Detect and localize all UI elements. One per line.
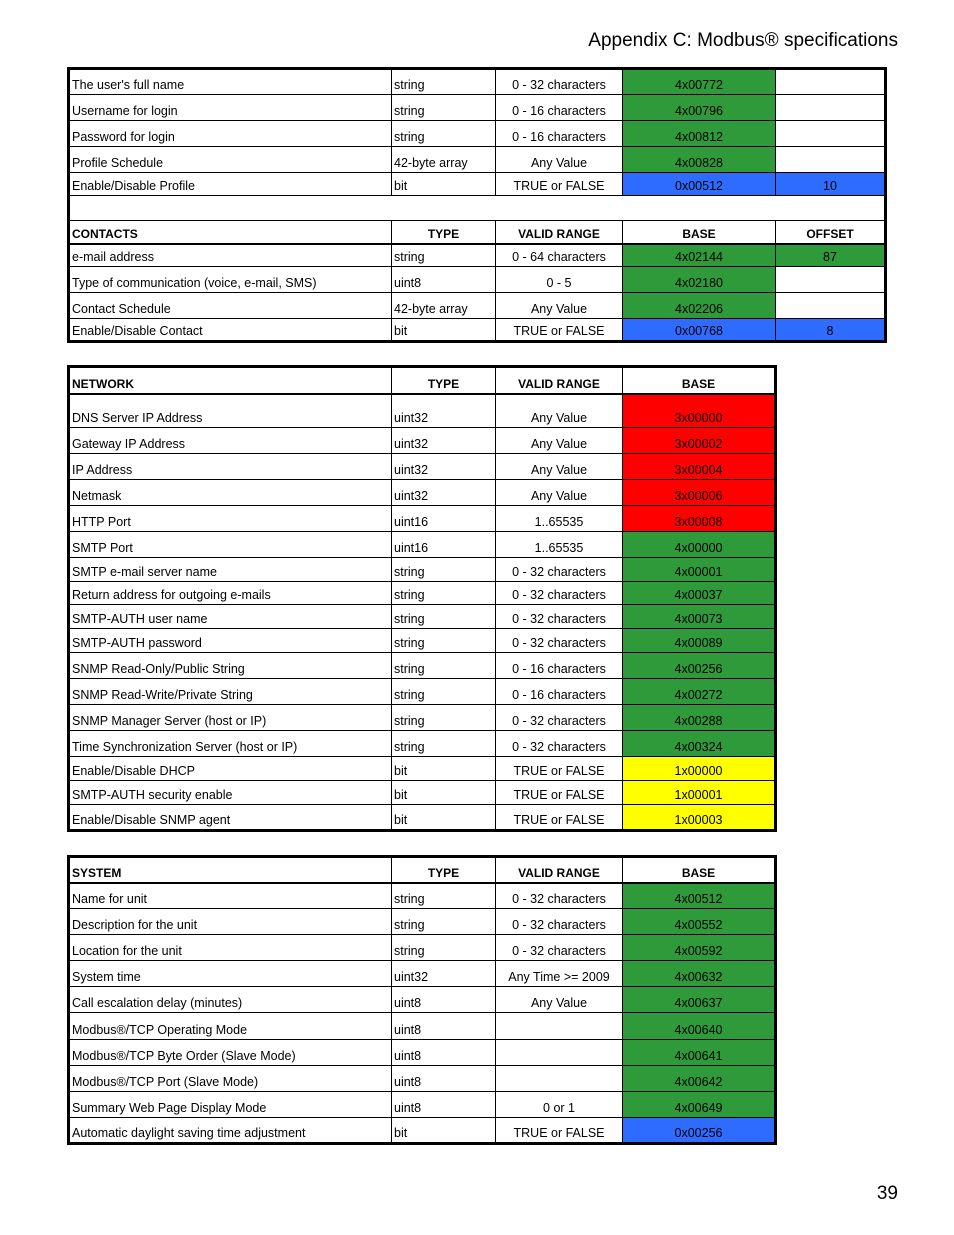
cell-name: SMTP e-mail server name [69, 558, 392, 582]
cell-type: string [392, 935, 496, 961]
cell-type: uint16 [392, 532, 496, 558]
cell-range: 0 - 16 characters [496, 95, 623, 121]
table-row [69, 961, 776, 987]
cell-name: DNS Server IP Address [69, 394, 392, 428]
cell-name: Contact Schedule [69, 293, 392, 319]
table-row [69, 1118, 776, 1144]
cell-type: uint32 [392, 394, 496, 428]
cell-type: uint32 [392, 961, 496, 987]
cell-range: TRUE or FALSE [496, 319, 623, 342]
table-row [69, 244, 886, 267]
table-row [69, 883, 776, 909]
cell-type: bit [392, 781, 496, 805]
cell-name: Description for the unit [69, 909, 392, 935]
table-row [69, 705, 776, 731]
cell-range: 0 - 64 characters [496, 244, 623, 267]
cell-type: uint32 [392, 454, 496, 480]
table-row [69, 293, 886, 319]
network-header-type: TYPE [392, 367, 496, 394]
table-row [69, 781, 776, 805]
contacts-header-name: CONTACTS [69, 221, 392, 244]
table-row [69, 506, 776, 532]
cell-base: 1x00003 [623, 805, 776, 831]
table-row [69, 173, 886, 196]
table-row [69, 394, 776, 428]
cell-range: TRUE or FALSE [496, 757, 623, 781]
system-header-row [69, 857, 776, 883]
table-row [69, 731, 776, 757]
contacts-header-type: TYPE [392, 221, 496, 244]
cell-base: 4x00089 [623, 629, 776, 653]
table-row [69, 319, 886, 342]
cell-base: 4x02144 [623, 244, 776, 267]
cell-name: Netmask [69, 480, 392, 506]
cell-range: Any Value [496, 428, 623, 454]
cell-base: 4x00272 [623, 679, 776, 705]
cell-type: string [392, 244, 496, 267]
cell-name: Password for login [69, 121, 392, 147]
cell-name: Type of communication (voice, e-mail, SMS) [69, 267, 392, 293]
table-row [69, 95, 886, 121]
cell-base: 4x00000 [623, 532, 776, 558]
table-row [69, 1013, 776, 1040]
table-row [69, 987, 776, 1013]
cell-type: uint8 [392, 1013, 496, 1040]
cell-name: SNMP Manager Server (host or IP) [69, 705, 392, 731]
cell-base: 4x00552 [623, 909, 776, 935]
cell-name: Summary Web Page Display Mode [69, 1092, 392, 1118]
cell-name: Automatic daylight saving time adjustment [69, 1118, 392, 1144]
cell-range: 0 - 16 characters [496, 653, 623, 679]
cell-offset [776, 293, 886, 319]
cell-base: 1x00000 [623, 757, 776, 781]
table-row [69, 805, 776, 831]
cell-range: 1..65535 [496, 532, 623, 558]
cell-type: string [392, 731, 496, 757]
cell-type: bit [392, 173, 496, 196]
cell-range: 0 or 1 [496, 1092, 623, 1118]
cell-range: Any Time >= 2009 [496, 961, 623, 987]
cell-name: SMTP-AUTH password [69, 629, 392, 653]
cell-range: TRUE or FALSE [496, 173, 623, 196]
cell-offset [776, 121, 886, 147]
table-row [69, 582, 776, 605]
cell-base: 3x00006 [623, 480, 776, 506]
system-header-base: BASE [623, 857, 776, 883]
cell-name: Username for login [69, 95, 392, 121]
cell-offset [776, 95, 886, 121]
cell-base: 4x00640 [623, 1013, 776, 1040]
cell-type: string [392, 883, 496, 909]
cell-range: 0 - 32 characters [496, 629, 623, 653]
cell-name: Modbus®/TCP Byte Order (Slave Mode) [69, 1040, 392, 1066]
spacer-row [69, 196, 886, 221]
cell-base: 1x00001 [623, 781, 776, 805]
cell-base: 3x00002 [623, 428, 776, 454]
cell-type: 42-byte array [392, 147, 496, 173]
cell-name: Call escalation delay (minutes) [69, 987, 392, 1013]
cell-range: 0 - 32 characters [496, 605, 623, 629]
contacts-header-row [69, 221, 886, 244]
cell-type: uint8 [392, 1092, 496, 1118]
cell-base: 4x00642 [623, 1066, 776, 1092]
table-row [69, 605, 776, 629]
cell-base: 4x00324 [623, 731, 776, 757]
cell-name: SMTP-AUTH user name [69, 605, 392, 629]
network-header-row [69, 367, 776, 394]
network-header-base: BASE [623, 367, 776, 394]
cell-range: Any Value [496, 454, 623, 480]
cell-base: 4x00828 [623, 147, 776, 173]
cell-type: string [392, 629, 496, 653]
cell-range: Any Value [496, 293, 623, 319]
table-row [69, 653, 776, 679]
cell-base: 4x00073 [623, 605, 776, 629]
cell-base: 4x00772 [623, 69, 776, 95]
system-header-name: SYSTEM [69, 857, 392, 883]
cell-type: 42-byte array [392, 293, 496, 319]
network-header-name: NETWORK [69, 367, 392, 394]
cell-offset: 8 [776, 319, 886, 342]
system-header-type: TYPE [392, 857, 496, 883]
cell-name: Modbus®/TCP Operating Mode [69, 1013, 392, 1040]
cell-type: uint8 [392, 1040, 496, 1066]
cell-type: string [392, 909, 496, 935]
cell-name: Gateway IP Address [69, 428, 392, 454]
cell-range: 0 - 32 characters [496, 731, 623, 757]
cell-name: e-mail address [69, 244, 392, 267]
cell-type: uint8 [392, 1066, 496, 1092]
cell-base: 0x00256 [623, 1118, 776, 1144]
cell-name: Time Synchronization Server (host or IP) [69, 731, 392, 757]
cell-range: 0 - 32 characters [496, 935, 623, 961]
table-row [69, 121, 886, 147]
table-row [69, 935, 776, 961]
cell-base: 3x00004 [623, 454, 776, 480]
contacts-header-offset: OFFSET [776, 221, 886, 244]
cell-name: System time [69, 961, 392, 987]
cell-type: bit [392, 1118, 496, 1144]
cell-range: 0 - 32 characters [496, 69, 623, 95]
table-row [69, 1040, 776, 1066]
cell-base: 0x00768 [623, 319, 776, 342]
cell-base: 4x00592 [623, 935, 776, 961]
table-row [69, 147, 886, 173]
cell-range: Any Value [496, 147, 623, 173]
cell-range [496, 1066, 623, 1092]
cell-name: SNMP Read-Only/Public String [69, 653, 392, 679]
network-table [67, 365, 777, 832]
cell-type: uint32 [392, 428, 496, 454]
cell-type: string [392, 653, 496, 679]
table-row [69, 428, 776, 454]
cell-name: Name for unit [69, 883, 392, 909]
cell-base: 4x00649 [623, 1092, 776, 1118]
cell-offset [776, 267, 886, 293]
cell-type: uint32 [392, 480, 496, 506]
cell-base: 4x00796 [623, 95, 776, 121]
page-number: 39 [876, 1183, 898, 1204]
cell-range: Any Value [496, 987, 623, 1013]
cell-name: Enable/Disable SNMP agent [69, 805, 392, 831]
cell-base: 4x00641 [623, 1040, 776, 1066]
cell-range: TRUE or FALSE [496, 1118, 623, 1144]
page-header-title: Appendix C: Modbus® specifications [588, 30, 898, 51]
cell-base: 4x00288 [623, 705, 776, 731]
cell-name: SNMP Read-Write/Private String [69, 679, 392, 705]
cell-type: bit [392, 757, 496, 781]
cell-name: SMTP-AUTH security enable [69, 781, 392, 805]
cell-range: 0 - 32 characters [496, 909, 623, 935]
network-header-range: VALID RANGE [496, 367, 623, 394]
cell-base: 4x00001 [623, 558, 776, 582]
table-row [69, 480, 776, 506]
cell-range: Any Value [496, 480, 623, 506]
cell-type: string [392, 605, 496, 629]
cell-base: 4x02180 [623, 267, 776, 293]
cell-range: Any Value [496, 394, 623, 428]
cell-name: Profile Schedule [69, 147, 392, 173]
table-row [69, 909, 776, 935]
cell-offset [776, 69, 886, 95]
cell-type: string [392, 69, 496, 95]
system-header-range: VALID RANGE [496, 857, 623, 883]
cell-range: 0 - 16 characters [496, 121, 623, 147]
table-row [69, 454, 776, 480]
cell-range: 0 - 32 characters [496, 558, 623, 582]
cell-range: 0 - 32 characters [496, 705, 623, 731]
table-row [69, 679, 776, 705]
cell-type: uint16 [392, 506, 496, 532]
user-contacts-table [67, 67, 887, 343]
cell-range: TRUE or FALSE [496, 805, 623, 831]
cell-base: 4x00037 [623, 582, 776, 605]
table-row [69, 1092, 776, 1118]
cell-range [496, 1013, 623, 1040]
cell-base: 4x00812 [623, 121, 776, 147]
cell-name: HTTP Port [69, 506, 392, 532]
table-row [69, 267, 886, 293]
table-row [69, 629, 776, 653]
cell-base: 4x00256 [623, 653, 776, 679]
cell-base: 4x02206 [623, 293, 776, 319]
cell-range: TRUE or FALSE [496, 781, 623, 805]
table-row [69, 69, 886, 95]
cell-type: uint8 [392, 267, 496, 293]
cell-base: 0x00512 [623, 173, 776, 196]
cell-name: Return address for outgoing e-mails [69, 582, 392, 605]
table-row [69, 532, 776, 558]
cell-range: 0 - 32 characters [496, 582, 623, 605]
cell-base: 4x00512 [623, 883, 776, 909]
table-row [69, 1066, 776, 1092]
cell-name: Modbus®/TCP Port (Slave Mode) [69, 1066, 392, 1092]
cell-offset: 87 [776, 244, 886, 267]
cell-name: Location for the unit [69, 935, 392, 961]
cell-type: bit [392, 805, 496, 831]
cell-range: 0 - 16 characters [496, 679, 623, 705]
cell-range: 1..65535 [496, 506, 623, 532]
cell-name: IP Address [69, 454, 392, 480]
cell-type: string [392, 121, 496, 147]
cell-offset: 10 [776, 173, 886, 196]
cell-name: SMTP Port [69, 532, 392, 558]
cell-type: string [392, 705, 496, 731]
cell-base: 4x00632 [623, 961, 776, 987]
cell-type: string [392, 679, 496, 705]
contacts-header-range: VALID RANGE [496, 221, 623, 244]
cell-type: uint8 [392, 987, 496, 1013]
cell-type: string [392, 558, 496, 582]
contacts-header-base: BASE [623, 221, 776, 244]
cell-range [496, 1040, 623, 1066]
cell-base: 4x00637 [623, 987, 776, 1013]
cell-type: string [392, 582, 496, 605]
cell-range: 0 - 5 [496, 267, 623, 293]
cell-name: Enable/Disable Contact [69, 319, 392, 342]
cell-name: Enable/Disable DHCP [69, 757, 392, 781]
table-row [69, 558, 776, 582]
cell-base: 3x00000 [623, 394, 776, 428]
cell-type: bit [392, 319, 496, 342]
system-table [67, 855, 777, 1145]
cell-name: Enable/Disable Profile [69, 173, 392, 196]
cell-range: 0 - 32 characters [496, 883, 623, 909]
cell-offset [776, 147, 886, 173]
cell-type: string [392, 95, 496, 121]
cell-name: The user's full name [69, 69, 392, 95]
cell-base: 3x00008 [623, 506, 776, 532]
table-row [69, 757, 776, 781]
